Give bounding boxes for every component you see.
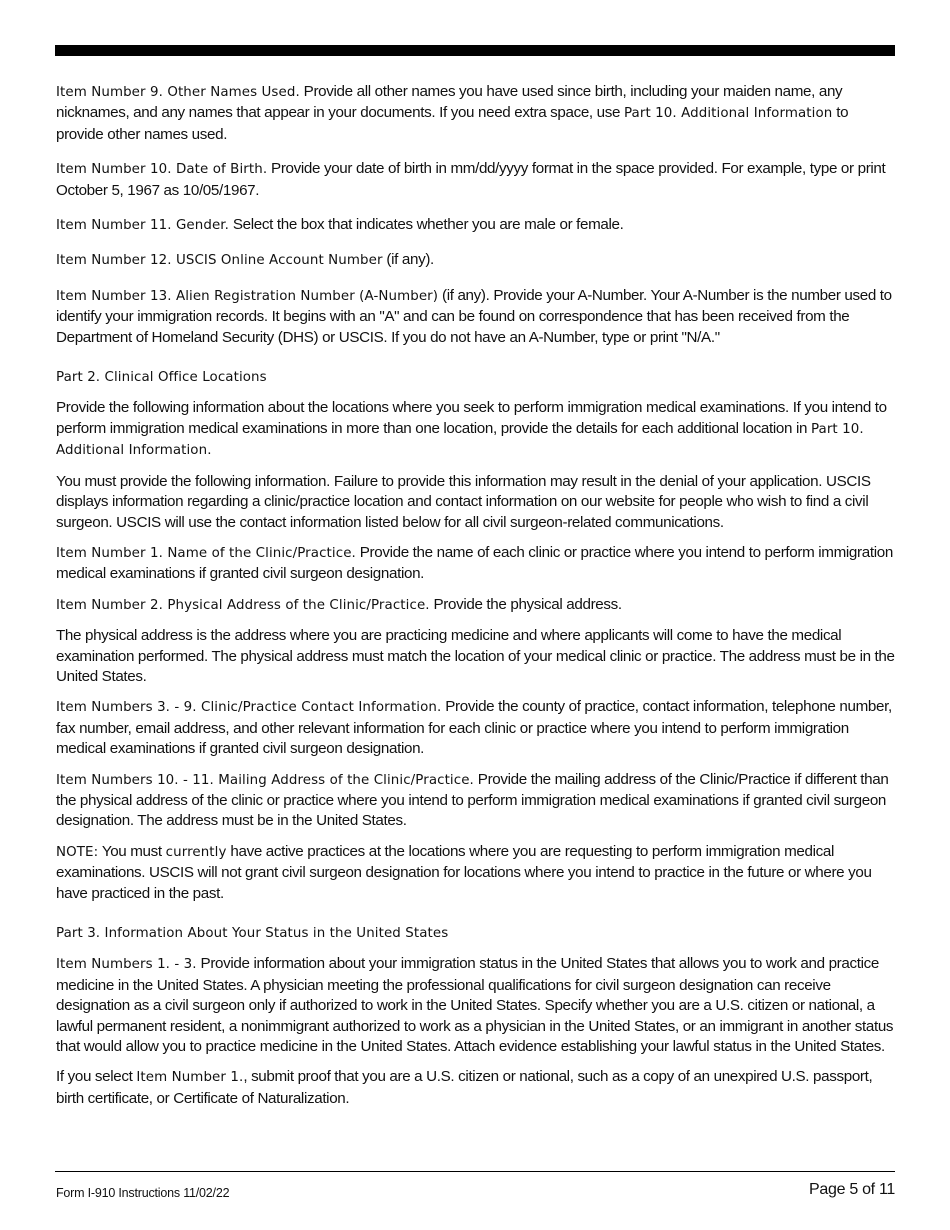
item-label: Item Number 1. Name of the Clinic/Practice.	[56, 545, 356, 561]
item-1-clinic-name: Item Number 1. Name of the Clinic/Practice. Provide the name of each clinic or practice where you intend to perform immigration medical examinations if granted civil surgeon designation.	[56, 543, 893, 583]
cross-reference: Part 10. Additional Information	[56, 421, 864, 459]
physical-address-note: The physical address is the address where you are practicing medicine and where applicants will come to have the medical examination performed. The physical address must match the location of your medical clinic or practice. The address must be in the United States.	[56, 627, 895, 685]
note-active-practices: NOTE: You must currently have active practices at the locations where you are requesting to perform immigration medical examinations. USCIS will not grant civil surgeon designation for locations where you intend to practice in the future or where you have practiced in the past.	[56, 842, 872, 902]
cross-reference: Item Number 1.	[136, 1070, 244, 1086]
page-number: Page 5 of 11	[809, 1181, 895, 1198]
items-3-9-contact-info: Item Numbers 3. - 9. Clinic/Practice Contact Information. Provide the county of practice, contact information, telephone number, fax number, email address, and other relevant information for each clinic or practice where you intend to perform immigration medical examinations if granted civil surgeon designation.	[56, 698, 892, 758]
footer-rule	[55, 1171, 895, 1172]
item-2-physical-address: Item Number 2. Physical Address of the Clinic/Practice. Provide the physical address.	[56, 595, 622, 613]
cross-reference: Part 10. Additional Information	[623, 106, 833, 122]
part-3-heading: Part 3. Information About Your Status in the United States	[56, 926, 449, 941]
item-label: Item Number 2. Physical Address of the Clinic/Practice.	[56, 597, 430, 613]
item-9-other-names: Item Number 9. Other Names Used. Provide all other names you have used since birth, including your maiden name, any nicknames, and any names that appear in your documents. If you need extra space, use Part 10. Additional Information to provide other names used.	[56, 83, 849, 143]
item-label: Item Number 9. Other Names Used.	[56, 85, 300, 100]
item-12-uscis-account: Item Number 12. USCIS Online Account Number (if any).	[56, 251, 434, 269]
item-label: Item Number 11. Gender.	[56, 218, 230, 234]
citizen-proof: If you select Item Number 1., submit proof that you are a U.S. citizen or national, such as a copy of an unexpired U.S. passport, birth certificate, or Certificate of Naturalization.	[56, 1068, 873, 1107]
emphasis: currently	[165, 844, 227, 860]
part-2-heading: Part 2. Clinical Office Locations	[56, 370, 267, 386]
item-10-date-of-birth: Item Number 10. Date of Birth. Provide your date of birth in mm/dd/yyyy format in the space provided. For example, type or print October 5, 1967 as 10/05/1967.	[56, 160, 886, 199]
top-rule	[55, 45, 895, 56]
part-2-requirements: You must provide the following information. Failure to provide this information may result in the denial of your application. USCIS displays information regarding a clinic/practice location and contact information on our website for people who wish to find a civil surgeon. USCIS will use the contact information listed below for all civil surgeon-related communications.	[56, 472, 871, 531]
items-10-11-mailing-address: Item Numbers 10. - 11. Mailing Address of the Clinic/Practice. Provide the mailing address of the Clinic/Practice if different than the physical address of the clinic or practice where you intend to perform immigration medical examinations if granted civil surgeon designation. The address must be in the United States.	[56, 770, 889, 830]
items-1-3-status: Item Numbers 1. - 3. Provide information about your immigration status in the United States that allows you to work and practice medicine in the United States. A physician meeting the professional qualifications for civil surgeon designation can receive designation as a civil surgeon only if authorized to work in the United States. Specify whether you are a U.S. citizen or national, a lawful permanent resident, a nonimmigrant authorized to work as a physician in the United States, or an immigrant in another status that would allow you to practice medicine in the United States. Attach evidence establishing your lawful status in the United States.	[56, 955, 894, 1056]
item-label: Item Number 10. Date of Birth.	[56, 162, 268, 178]
item-label: Item Numbers 10. - 11. Mailing Address of the Clinic/Practice.	[56, 772, 474, 788]
item-label: Item Number 12. USCIS Online Account Number	[56, 253, 383, 269]
item-label: Item Numbers 3. - 9. Clinic/Practice Contact Information.	[56, 700, 442, 716]
item-13-a-number: Item Number 13. Alien Registration Number (A-Number) (if any). Provide your A-Number. Your A-Number is the number used to identify your immigration records. It begins with an "A" and can be found on correspondence that has been received from the Department of Homeland Security (DHS) or USCIS. If you do not have an A-Number, type or print "N/A."	[56, 286, 892, 346]
note-label: NOTE:	[56, 844, 99, 860]
item-11-gender: Item Number 11. Gender. Select the box that indicates whether you are male or female.	[56, 216, 624, 234]
part-2-intro: Provide the following information about the locations where you seek to perform immigration medical examinations. If you intend to perform immigration medical examinations in more than one location, provide the details for each additional location in Part 10. Additional Information.	[56, 399, 887, 459]
instructions-body	[56, 82, 898, 1109]
item-label: Item Numbers 1. - 3.	[56, 957, 197, 973]
item-label: Item Number 13. Alien Registration Number (A-Number)	[56, 288, 439, 304]
form-identifier: Form I-910 Instructions 11/02/22	[56, 1186, 230, 1200]
